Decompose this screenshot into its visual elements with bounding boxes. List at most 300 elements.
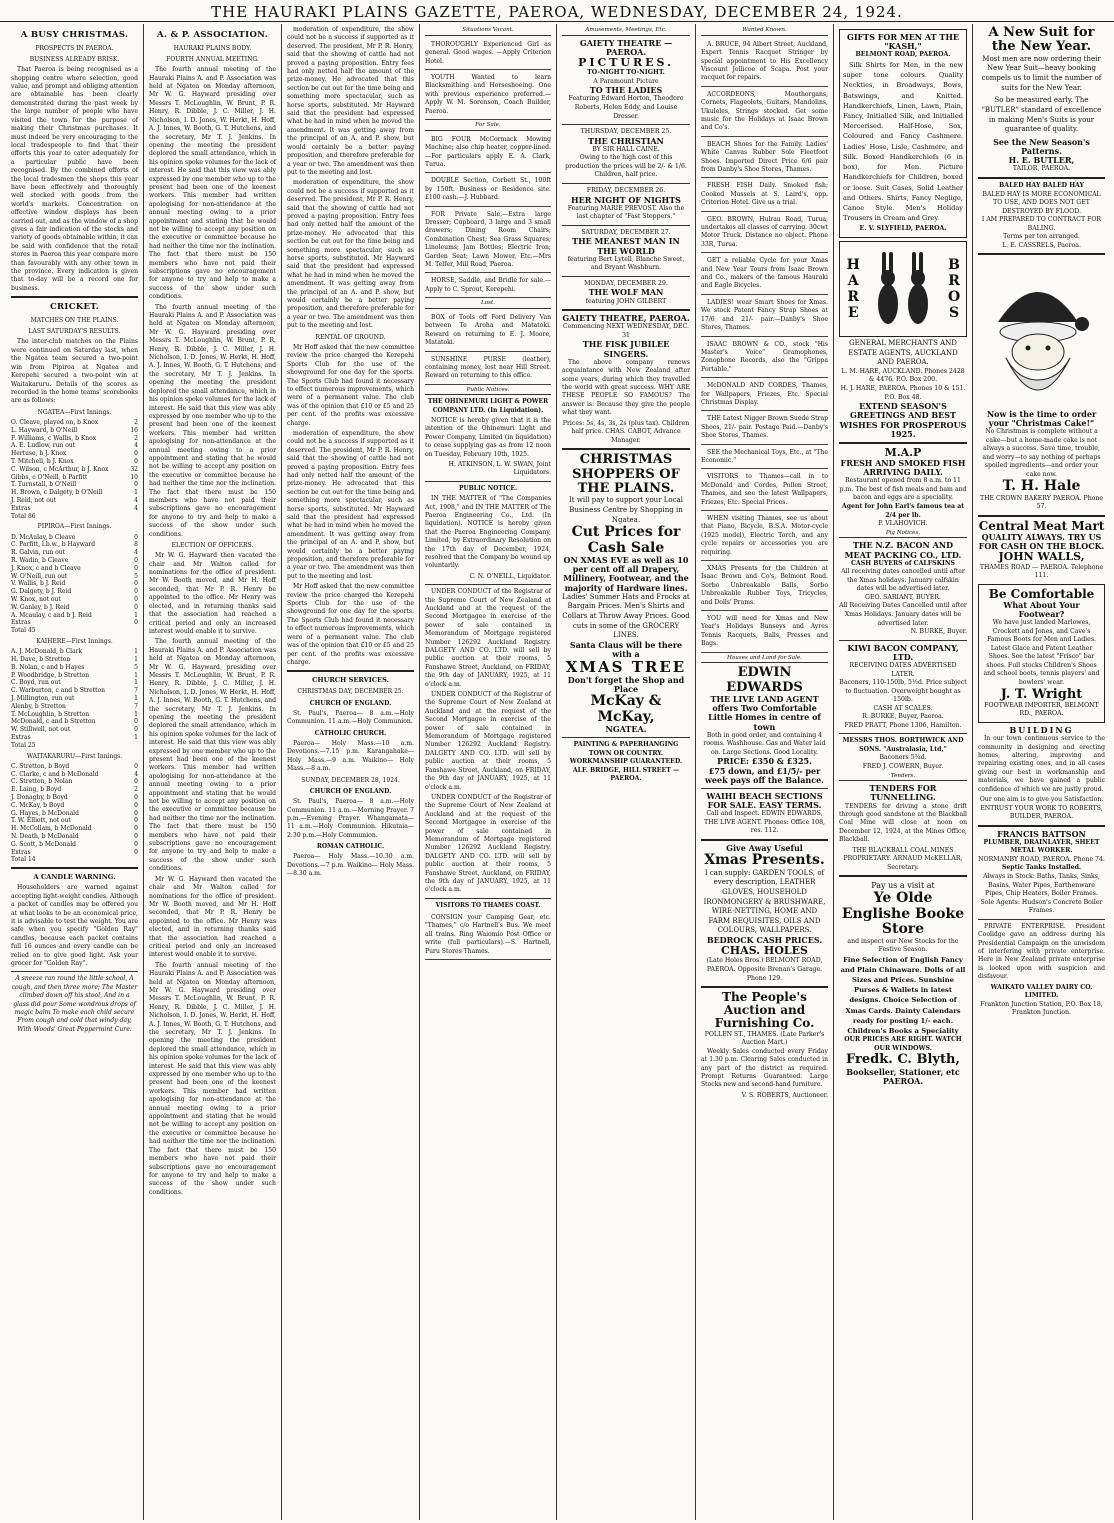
ad-headline: Ye Olde Englishe Booke Store	[841, 890, 965, 938]
rabbit-icon	[868, 246, 938, 332]
verse: A sneeze ran round the little school, A cough, and then three more; The Master climbed down off his stool, And in a glass did pour Some wondrous drops of magic balm To make each child secure From cough and cold that windy day, With Woods' Great Peppermint Cure.	[11, 975, 138, 1033]
classified-ad: HORSE, Saddle, and Bridle for sale.—Apply to C. Sprout, Kerepehi.	[425, 275, 551, 298]
gifts-ad	[839, 29, 967, 238]
batsman: J. Millington, run out	[11, 695, 75, 703]
ad-text: PRIVATE ENTERPRISE. President Coolidge gave an address during his Presidential Campaign on the unwisdom of interfering with private enterprise. Here in New Zealand private enterprise is looked upon with suspicion and disfavour.	[978, 922, 1105, 981]
article-title: A CANDLE WARNING.	[33, 873, 116, 882]
runs: 0	[134, 588, 138, 596]
column-8	[973, 24, 1110, 1520]
batsman: T. Mitchell, b J. Knox	[11, 457, 74, 465]
footwear-ad	[978, 584, 1105, 723]
ad-text: and inspect our New Stocks for the Festive Season.	[847, 937, 959, 954]
score-row	[11, 588, 138, 596]
runs: 0	[134, 450, 138, 458]
ad-headline: J. T. Wright	[1000, 686, 1083, 702]
ad-text: GEO. SARIANT, BUYER.	[865, 593, 941, 601]
film-title: THE MEANEST MAN IN THE WORLD	[572, 236, 680, 256]
article-body: Mr W. G. Hayward then vacated the chair and Mr Walton called for nominations for the office of president. Mr W. Booth moved, and Mr H. Hoff seconded, that Mr P. R. Henry be appointed to the office. Mr Henry was elected, and in returning thanks said that the association had reached a critical period and only an increased interest would enable it to survive.	[149, 552, 276, 635]
classified-ad: DOUBLE Section, Corbett St., 100ft by 150ft. Business or Residence site. £100 cash.—J. Hubbard.	[425, 175, 551, 206]
score-row	[11, 734, 138, 742]
innings-heading: PIPIROA—First Innings.	[37, 523, 112, 531]
church-date: CHRISTMAS DAY, DECEMBER 25.	[297, 688, 404, 696]
section-heading: ELECTION OF OFFICERS.	[171, 542, 254, 549]
notice-signature: H. ATKINSON, L. W. SWAN, Joint Liquidators.	[448, 461, 551, 477]
divider	[978, 253, 1105, 255]
runs: 1	[134, 734, 138, 741]
runs: 4	[134, 442, 138, 450]
notice-body: IN THE MATTER of "The Companies Act, 1908," and IN THE MATTER of The Paeroa Engineering Co., Ltd. (In liquidation). NOTICE is hereby given that the Paeroa Engineering Company, Limited, by Extraordinary Resolution on the 17th day of December, 1924, resolved that the Company be wound up voluntarily.	[425, 495, 551, 570]
film-note: A Paramount Picture	[593, 77, 659, 85]
divider	[978, 825, 1105, 827]
divider	[562, 183, 690, 184]
score-row	[11, 695, 138, 703]
ad-text: FRESH AND SMOKED FISH ARRIVING DAILY.	[840, 457, 966, 478]
ad-text: THE BLACKBALL COAL MINES PROPRIETARY. ARNAUD McKELLAR, Secretary.	[843, 846, 963, 871]
ad-text: Both in good order, and containing 4 rooms. Washhouse. Gas and Water laid on. Large Sections. Good Locality.	[703, 731, 826, 756]
batsman: W. Knox, not out	[11, 595, 61, 603]
article-body: moderation of expenditure, the show could not be a success if supported as it deserved. The president, Mr P. R. Henry, said that the showing of cattle had not proved a paying proposition. Entry fees had only netted half the amount of the prize-money. He advocated that this section be cut out for the time being and something more spectacular, such as horse sports, substituted. Mr Hayward said that the president had expressed what he had in mind when he moved the amendment. It was getting away from the principal of an A. and P. show, but would certainly be a better paying proposition, and therefore preferable for a year or two. The amendment was then put to the meeting and lost.	[287, 26, 414, 176]
runs: 0	[134, 801, 138, 809]
score-row	[11, 718, 138, 726]
article-body: Mr Hoff asked that the new committee review the price charged the Kerepehi Sports Club for the use of the showground for one day for the sports. The Sports Club had found it necessary to effect numerous improvements, which were of a permanent value. The club was of the opinion that £10 or £5 and 25 per cent. of the profits was excessive charge.	[287, 583, 414, 666]
batsman: C. McKay, b Boyd	[11, 801, 65, 809]
batsman: C. Stretton, b Boyd	[11, 762, 70, 770]
runs: 16	[130, 426, 138, 434]
runs: 1	[134, 489, 138, 497]
concert-body: The above company renews acquaintance with New Zealand after some years, during which they travelled the world with great success. WHY ARE THESE PEOPLE SO FAMOUS? The answer is: Because they give the people what they want.	[562, 358, 690, 417]
classified-ad: GET a reliable Cycle for your Xmas and New Year Tours from Isaac Brown and Co., makers of the famous Hauraki and Eagle Bicycles.	[701, 255, 828, 295]
runs: 0	[134, 809, 138, 817]
runs: 7	[134, 687, 138, 695]
notice-title: PUBLIC NOTICE.	[458, 484, 518, 492]
divider	[562, 737, 690, 738]
film-note: Owing to the high cost of this production the prices will be 2/- & 1/6. Children, half price.	[565, 154, 687, 179]
article-title: CRICKET.	[49, 302, 100, 313]
classified-ad: GEO. BROWN, Hulrau Road, Turua, undertakes all classes of carrying. 30cwt Motor Truck. Distance no object. Phone 33R, Turua.	[701, 214, 828, 254]
runs: 1	[134, 710, 138, 718]
ad-headline: CHRISTMAS SHOPPERS OF THE PLAINS.	[572, 452, 680, 496]
classified-ad: CONSIGN your Camping Gear, etc. "Thames," c/o Hartnell's Bus. We meet all trains. Ring Waiomio Post Office or write (full particulars).—S. Hartnell, Puru Stores Thames.	[425, 912, 551, 960]
ad-headline: The People's Auction and Furnishing Co.	[714, 990, 815, 1031]
column-4	[420, 24, 557, 1520]
batsman: J. Donaghy, b Boyd	[11, 794, 68, 802]
ad-text: GENERAL MERCHANTS AND ESTATE AGENTS, AUCKLAND AND PAEROA.	[848, 338, 958, 367]
divider	[11, 296, 138, 298]
ad-headline: Give Away Useful	[726, 842, 803, 853]
ad-text: Agent for John Earl's famous tea at 2/4 per lb.	[841, 502, 965, 519]
score-row	[11, 580, 138, 588]
film-cast: featuring JOHN GILBERT	[585, 297, 667, 305]
runs: 0	[134, 848, 138, 856]
classified-ad: WHEN visiting Thames, see us about that Piano, Bicycle, B.S.A. Motor-cycle (1925 model), Electric Torch, and any cycle repairs or accessories you are requiring.	[701, 513, 828, 561]
ad-text: Baconers, 110-150lb, 5½d. Price subject to fluctuation. Overweight bought as 150lb.	[839, 679, 967, 704]
runs: 2	[134, 786, 138, 794]
score-row	[11, 497, 138, 505]
score-row	[11, 450, 138, 458]
batsman: G. Hayes, b McDonald	[11, 809, 79, 817]
divider	[287, 670, 414, 672]
runs: 7	[134, 702, 138, 710]
ad-text: CASH AT SCALES.	[873, 704, 933, 712]
classified-ad: THOROUGHLY Experienced Girl as general. Good wages. —Apply Criterion Hotel.	[425, 39, 551, 70]
divider	[978, 177, 1105, 179]
ad-text: Most men are now ordering their New Year Suit—heavy booking compels us to limit the number of suits for the New Year.	[981, 54, 1102, 92]
classified-ad: ISAAC BROWN & CO., stock "His Master's Voice" Gramophones, Zonophone Records, also the "Grippa Portable."	[701, 339, 828, 379]
ad-text: Santa Claus will be there with a	[569, 639, 683, 660]
ad-text: (Late Holes Bros.) BELMONT ROAD, PAEROA. Opposite Brenan's Garage. Phone 129.	[706, 957, 823, 982]
runs: 0	[134, 457, 138, 465]
score-row	[11, 596, 138, 604]
ad-text: All receiving dates cancelled until after the Xmas holidays. January calfskin dates will be advertised later.	[841, 568, 965, 593]
ad-headline: KIWI BACON COMPANY, LTD.	[847, 642, 959, 662]
ad-headline: GIFTS FOR MEN AT THE "KASH,"	[846, 32, 960, 52]
score-row	[11, 687, 138, 695]
batsman: J. Knox, c and b Cleave	[11, 564, 81, 572]
score-row	[11, 672, 138, 680]
film-date: SATURDAY, DECEMBER 27.	[581, 228, 671, 236]
church-date: SUNDAY, DECEMBER 28, 1924.	[301, 776, 400, 784]
article-body: The fourth annual meeting of the Hauraki Plains A. and P. Association was held at Ngatea on Monday afternoon, Mr W. G. Hayward presiding over Messrs T. McLoughlin, W. Brunt, P. R. Henry, R. Dibble, J. C. Miller, J. H. Nicholson, I. D. Jones, W. Herkt, H. Hoff, A. J. Innes, W. Booth, G. T. Hutchens, and the secretary, Mr T. J. Jenkins. In opening the meeting the president deplored the small attendance, which in his opinion spoke volumes for the lack of interest. He said that this view was ably expressed by one member who up to the present had been one of the keenest workers. This member had written apologising for non-attendance at the annual meeting owing to a prior appointment and stating that he would not be willing to accept any position on the executive or committee because he had neither the time nor the inclination. The fact that there must be 150 members who have not paid their subscriptions gave no encouragement for anyone to try and help to make a success of the show under such conditions.	[149, 303, 276, 538]
ad-text: FRED PRATT, Phone 1306, Hamilton.	[844, 721, 962, 729]
innings-total: Total 25	[11, 741, 36, 749]
ad-text: NGATEA.	[605, 724, 647, 734]
notice-body: UNDER CONDUCT of the Registrar of the Supreme Court of New Zealand at Auckland and at the request of the Second Mortgagee in exercise of the power of sale contained in Memorandum of Mortgage registered Number 126292 Auckland Registry. DALGETY AND CO. LTD. will sell by public auction at their rooms, 5 Fanshawe Street, Auckland, on FRIDAY, the 9th day of JANUARY, 1925, at 11 o'clock a.m.	[425, 691, 551, 791]
film-date: FRIDAY, DECEMBER 26.	[586, 187, 666, 195]
runs: 4	[134, 504, 138, 512]
ad-text: In our town continuous service to the community in designing and erecting homes, altering, improving and repairing existing ones, and in all cases giving our best in workmanship and materials, we have gained a public confidence of which we are justly proud.	[978, 735, 1105, 793]
divider	[701, 839, 828, 841]
article-subhead: FOURTH ANNUAL MEETING.	[166, 55, 259, 63]
runs: 0	[134, 718, 138, 726]
divider	[562, 225, 690, 226]
film-date: THURSDAY, DECEMBER 25.	[580, 128, 672, 136]
column-5	[557, 24, 696, 1520]
batsman: R. Galvin, run out	[11, 549, 65, 557]
ad-text: MESSRS THOS. BORTHWICK AND SONS. "Australasia, Ltd,"	[842, 737, 964, 753]
ad-headline: Xmas Presents.	[704, 852, 825, 869]
score-row	[11, 656, 138, 664]
page-columns	[6, 24, 1110, 1520]
classified-ad: YOU will need for Xmas and New Year's Holidays Bunseys and Ayres Tennis Racquets, Balls, Presses and Bags.	[701, 613, 828, 653]
ad-text: Always in Stock: Baths, Tanks, Sinks, Basins, Water Pipes, Earthenware Pipes, Chip Heaters, Boiler Frames.	[983, 873, 1100, 898]
runs: 0	[134, 557, 138, 564]
article-body: moderation of expenditure, the show could not be a success if supported as it deserved. The president, Mr P. R. Henry, said that the showing of cattle had not proved a paying proposition. Entry fees had only netted half the amount of the prize-money. He advocated that this section be cut out for the time being and something more spectacular, such as horse sports, substituted. Mr Hayward said that the president had expressed what he had in mind when he moved the amendment. It was getting away from the principal of an A. and P. show, but would certainly be a better paying proposition, and therefore preferable for a year or two. The amendment was then put to the meeting and lost.	[287, 429, 414, 580]
score-row	[11, 648, 138, 656]
article-subhead: BUSINESS ALREADY BRISK.	[29, 55, 120, 63]
score-row	[11, 786, 138, 794]
ad-text: FOOTWEAR IMPORTER, BELMONT RD., PAEROA.	[984, 701, 1099, 718]
classified-heading: Wanted Known.	[701, 27, 828, 36]
divider	[562, 276, 690, 277]
ad-text: POLLEN ST., THAMES. (Late Parker's Auction Mart.)	[704, 1030, 825, 1047]
score-row	[11, 703, 138, 711]
ad-text: ON XMAS EVE as well as 10 per cent off all Drapery, Millinery, Footwear, and the majority of Hardware lines.	[563, 554, 689, 593]
divider	[425, 481, 551, 482]
classified-ad: THE Latest Nigger Brown Suede Strap Shoes, 21/- pair. Postage Paid.—Danby's Shoe Stores, Thames.	[701, 413, 828, 444]
film-title: HER NIGHT OF NIGHTS	[571, 194, 681, 205]
divider	[11, 867, 138, 869]
article-body: The fourth annual meeting of the Hauraki Plains A. and P. Association was held at Ngatea on Monday afternoon, Mr W. G. Hayward presiding over Messrs T. McLoughlin, W. Brunt, P. R. Henry, R. Dibble, J. C. Miller, J. H. Nicholson, I. D. Jones, W. Herkt, H. Hoff, A. J. Innes, W. Booth, G. T. Hutchens, and the secretary, Mr T. J. Jenkins. In opening the meeting the president deplored the small attendance, which in his opinion spoke volumes for the lack of interest. He said that this view was ably expressed by one member who up to the present had been one of the keenest workers. This member had written apologising for non-attendance at the annual meeting owing to a prior appointment and stating that he would not be willing to accept any position on the executive or committee because he had neither the time nor the inclination. The fact that there must be 150 members who have not paid their subscriptions gave no encouragement for anyone to try and help to make a success of the show under such conditions.	[149, 66, 276, 301]
score-row	[11, 481, 138, 489]
ad-headline: BALED HAY BALED HAY	[999, 181, 1084, 189]
ad-text: P. VLAHOVICH.	[878, 520, 928, 528]
ad-text: WAIKATO VALLEY DAIRY CO. LIMITED.	[990, 983, 1093, 1000]
ad-text: BELMONT ROAD, PAEROA.	[855, 51, 951, 59]
article-title: A. & P. ASSOCIATION.	[157, 30, 268, 40]
ad-text: See the New Season's Patterns.	[993, 136, 1090, 157]
batsman: O. Cleave, played on, b Knox	[11, 418, 99, 426]
batsman: C. Warburton, c and b Stretton	[11, 687, 106, 695]
ad-headline: BUILDING	[1009, 724, 1074, 735]
church-times: Paeroa— Holy Mass.—10.30 a.m. Devotions.—7 p.m. Waikino— Holy Mass.—8.30 a.m.	[287, 853, 415, 878]
divider	[839, 640, 967, 641]
ad-text: Call and Inspect. EDWIN EDWARDS, THE LIVE AGENT. Phones: Office 108, res. 112.	[703, 810, 826, 835]
classified-heading: Houses and Land for Sale.	[701, 655, 828, 664]
scorecard	[11, 763, 138, 857]
ad-text: L. E. CASSRELS, Paeroa.	[1002, 241, 1081, 249]
classified-ad: LADIES! wear Smart Shoes for Xmas. We stock Patent Fancy Strap Shoes at 17/6 and 21/- pair.—Danby's Shoe Stores, Thames.	[701, 297, 828, 337]
score-row	[11, 619, 138, 627]
batsman: Extras	[11, 504, 31, 512]
ad-headline: Central Meat Mart	[978, 518, 1105, 533]
article-subtitle: PROSPECTS IN PAEROA.	[35, 44, 114, 52]
ad-text: N. BURKE, Buyer.	[910, 628, 967, 636]
score-row	[11, 534, 138, 542]
score-row	[11, 778, 138, 786]
notice-title: THE OHINEMURI LIGHT & POWER COMPANY LTD. (In Liquidation).	[427, 398, 549, 414]
classified-heading: Situations Vacant.	[425, 27, 551, 36]
film-cast: Featuring MARIE PREVOST. Also the last chapter of "Fast Steppers."	[567, 204, 685, 221]
ad-headline: Be Comfortable	[988, 586, 1095, 601]
ad-headline: CHAS. HOLES	[721, 944, 808, 958]
ad-text: THAMES ROAD — PAEROA. Telephone 111.	[979, 563, 1104, 580]
batsman: A. J. McDonald, b Clark	[11, 648, 83, 656]
runs: 0	[134, 840, 138, 848]
divider	[701, 986, 828, 988]
classified-heading: For Sale.	[425, 122, 551, 131]
ad-headline: JOHN WALLS,	[998, 550, 1085, 564]
column-3	[282, 24, 420, 1520]
score-row	[11, 549, 138, 557]
runs: 0	[134, 825, 138, 833]
runs: 5	[134, 663, 138, 671]
batsman: G. Dalgety, b J. Reid	[11, 588, 72, 596]
ad-text: Silk Shirts for Men, in the new super tone colours. Quality Neckties, in Broadways, Bows, Batswings, and Knitted. Handkerchiefs, Linen, Lawn, Plain, Fancy, Initialled Silk, and Initialled Mercerised. Half-Hose, Sox, Coloured and Fancy Cashmere. Ladies' Hose, Lisle, Cashmere, and Silk. Boxed Handkerchiefs (6 in box), for Men. Picture Handkerchiefs for Children, boxed or loose. Suit Cases, Solid Leather and Others. Shirts, Fancy Neglige, Canoe Style. Men's Holiday Trousers in Cream and Grey.	[843, 60, 963, 223]
article-body: Householders are warned against accepting light-weight candles. Although a packet of candles may be offered you at what looks to be an economical price, it is advisable to test the weight. You are safe when you specify "Golden Ray" candles, because each packet contains full 16 ounces and every candle can be relied on to give good light. Ask your grocer for "Golden Ray".	[11, 884, 138, 967]
score-row	[11, 458, 138, 466]
theatre-name: GAIETY THEATRE — PAEROA.	[579, 37, 673, 57]
score-row	[11, 802, 138, 810]
score-row	[11, 419, 138, 427]
score-row	[11, 435, 138, 443]
runs: 2	[134, 418, 138, 426]
batsman: V. Wallis, b J. Reid	[11, 580, 66, 588]
runs: 0	[134, 595, 138, 603]
divider	[425, 584, 551, 585]
runs: 5	[134, 572, 138, 580]
hare-bros-logo	[839, 241, 967, 337]
divider	[839, 442, 967, 444]
church-times: Paeroa— Holy Mass.—10 a.m. Devotions.—7.15 p.m. Karangahake— Holy Mass.—9 a.m. Waikino— Holy Mass.—8 a.m.	[287, 740, 414, 773]
ad-headline: M.A.P	[884, 445, 922, 459]
ad-text: R. BURKE, Buyer, Paeroa.	[862, 713, 944, 721]
logo-letters: BROS	[946, 256, 963, 321]
innings-total: Total 86	[11, 512, 36, 520]
ad-headline: EDWIN EDWARDS	[726, 665, 803, 695]
score-row	[11, 810, 138, 818]
ad-headline: TENDERS FOR TUNNELLING.	[869, 783, 937, 803]
church-name: CHURCH OF ENGLAND.	[309, 787, 392, 795]
ad-text: Sole Agents: Hudson's Concrete Boiler Frames.	[980, 898, 1103, 915]
runs: 0	[134, 603, 138, 611]
classified-ad: BIG FOUR McCormack Mowing Machine; also chip heater, copper-lined.—For particulars apply E. A. Clark, Turua.	[425, 134, 551, 174]
church-name: CATHOLIC CHURCH.	[314, 729, 387, 737]
score-row	[11, 841, 138, 849]
runs: 10	[130, 473, 138, 481]
runs: 1	[134, 656, 138, 664]
score-row	[11, 711, 138, 719]
ad-text: I AM PREPARED TO CONTRACT FOR BALING.	[981, 216, 1102, 232]
notice-body: UNDER CONDUCT of the Registrar of the Supreme Court of New Zealand at Auckland and at the request of the Second Mortgagee in exercise of the power of sale contained in Memorandum of Mortgage registered Number 126292 Auckland Registry. DALGETY AND CO. LTD. will sell by public auction at their rooms, 5 Fanshawe Street, Auckland, on FRIDAY, the 9th day of JANUARY, 1925, at 11 o'clock a.m.	[425, 793, 551, 894]
classified-ad: ACCORDEONS, Mouthorgans, Cornets, Flageolets, Guitars, Mandolins, Ukuleles, Strings stocked. Get some music for the Holidays at Isaac Brown and Co's.	[701, 89, 828, 137]
runs: 0	[134, 778, 138, 786]
batsman: L. Hayward, b O'Neill	[11, 426, 78, 434]
classified-ad: McDONALD AND CORDES, Thames, for Wallpapers, Friezes, Etc. Special Christmas Display.	[701, 380, 828, 411]
runs: 4	[134, 496, 138, 504]
article-body: The fourth annual meeting of the Hauraki Plains A. and P. Association was held at Ngatea on Monday afternoon, Mr W. G. Hayward presiding over Messrs T. McLoughlin, W. Brunt, P. R. Henry, R. Dibble, J. C. Miller, J. H. Nicholson, I. D. Jones, W. Herkt, H. Hoff, A. J. Innes, W. Booth, G. T. Hutchens, and the secretary, Mr T. J. Jenkins. In opening the meeting the president deplored the small attendance, which in his opinion spoke volumes for the lack of interest. He said that this view was ably expressed by one member who up to the present had been one of the keenest workers. This member had written apologising for non-attendance at the annual meeting owing to a prior appointment and stating that he would not be willing to accept any position on the executive or committee because he had neither the time nor the inclination. The fact that there must be 150 members who have not paid their subscriptions gave no encouragement for anyone to try and help to make a success of the show under such conditions.	[149, 638, 276, 873]
ad-text: Restaurant opened from 8 a.m. to 11 p.m. The best of fish meals and ham and bacon and eggs are a speciality.	[839, 477, 967, 502]
innings-heading: WAITAKARURU—First Innings.	[26, 752, 123, 760]
batsman: H. Dave, b Stretton	[11, 656, 71, 664]
divider	[701, 788, 828, 789]
film-date: MONDAY, DECEMBER 29.	[584, 279, 668, 287]
film-cast: featuring Bert Lytell, Blanche Sweet, and Bryant Washburn.	[567, 255, 685, 272]
concert-title: THE FISK JUBILEE SINGERS.	[582, 339, 670, 359]
church-times: St. Paul's, Paeroa— 8 a.m.—Holy Communion. 11 a.m.—Holy Communion.	[287, 709, 414, 726]
score-row	[11, 794, 138, 802]
batsman: C. Stretton, b Nolan	[11, 778, 73, 786]
batsman: Extras	[11, 848, 31, 856]
runs: 0	[134, 564, 138, 572]
runs: 0	[134, 580, 138, 588]
divider	[839, 733, 967, 734]
score-row	[11, 817, 138, 825]
batsman: B. Nolan, c and b Hayes	[11, 663, 85, 671]
score-row	[11, 466, 138, 474]
batsman: Extras	[11, 734, 31, 741]
batsman: H. Brown, c Dalgety, b O'Neill	[11, 489, 103, 497]
notice-title: VISITORS TO THAMES COAST.	[435, 901, 541, 909]
score-row	[11, 849, 138, 857]
score-row	[11, 825, 138, 833]
film-title: THE CHRISTIAN	[588, 135, 664, 146]
ad-headline: XMAS TREE	[565, 658, 687, 677]
ad-text: FRED J. COWERN, Buyer.	[862, 763, 944, 771]
column-6	[696, 24, 834, 1520]
ad-text: ENTRUST YOUR WORK TO ROBERTS, BUILDER, PAEROA.	[980, 804, 1103, 821]
innings-total: Total 14	[11, 856, 36, 864]
classified-ad: YOUTH Wanted to learn Blacksmithing and Horseshoeing. One with previous experience preferred.—Apply W. M. Sorenson, Coach Builder, Paeroa.	[425, 72, 551, 120]
ad-text: OUR PRICES ARE RIGHT. WATCH OUR WINDOWS.	[844, 1036, 962, 1052]
batsman: C. Boyd, run out	[11, 679, 61, 687]
classified-heading: Public Notices.	[425, 387, 551, 396]
tonight: TO-NIGHT TO-NIGHT.	[587, 69, 665, 77]
runs: 0	[134, 762, 138, 770]
article-title: A BUSY CHRISTMAS.	[20, 30, 129, 40]
ad-text: So be measured early. The "BUTLER" standard of excellence in making Men's Suits is your guarantee of quality.	[981, 96, 1102, 134]
article-body: The fourth annual meeting of the Hauraki Plains A. and P. Association was held at Ngatea on Monday afternoon, Mr W. G. Hayward presiding over Messrs T. McLoughlin, W. Brunt, P. R. Henry, R. Dibble, J. C. Miller, J. H. Nicholson, I. D. Jones, W. Herkt, H. Hoff, A. J. Innes, W. Booth, G. T. Hutchens, and the secretary, Mr T. J. Jenkins. In opening the meeting the president deplored the small attendance, which in his opinion spoke volumes for the lack of interest. He said that this view was ably expressed by one member who up to the present had been one of the keenest workers. This member had written apologising for non-attendance at the annual meeting owing to a prior appointment and stating that he would not be willing to accept any position on the executive or committee because he had neither the time nor the inclination. The fact that there must be 150 members who have not paid their subscriptions gave no encouragement for anyone to try and help to make a success of the show under such conditions.	[149, 961, 276, 1196]
score-row	[11, 771, 138, 779]
notice-body: NOTICE is hereby given that it is the intention of the Ohinemuri Light and Power Company, Limited (in liquidation) to cease supplying gas as from 12 noon on Tuesday, February 10th, 1925.	[425, 417, 551, 458]
score-row	[11, 573, 138, 581]
batsman: Extras	[11, 619, 31, 627]
classified-ad: FRESH FISH Daily. Smoked fish; Cooked Mussels at S. Laird's, opp. Criterion Hotel. Give us a trial.	[701, 180, 828, 211]
divider	[978, 515, 1105, 517]
article-subtitle: MATCHES ON THE PLAINS.	[30, 316, 119, 324]
runs: 8	[134, 541, 138, 549]
classified-heading: Amusements, Meetings, Etc.	[562, 27, 690, 36]
ad-headline: Fredk. C. Blyth,	[846, 1052, 960, 1068]
ad-price: PRICE: £350 & £325.	[717, 756, 812, 767]
column-2	[144, 24, 282, 1520]
notice-body: UNDER CONDUCT of the Registrar of the Supreme Court of New Zealand at Auckland and at the request of the Second Mortgagee in exercise of the power of sale contained in Memorandum of Mortgage registered Number 126292 Auckland Registry. DALGETY AND CO. LTD. will sell by public auction at their rooms, 5 Fanshawe Street, Auckland, on FRIDAY, the 9th day of JANUARY, 1925, at 11 o'clock a.m.	[425, 588, 551, 688]
ad-text: We have just landed Marlowes, Crockett and Jones, and Cave's Famous Boots for Men and Ladies. Latest Glace and Patent Leather Shoes. See the latest "Frisco" bar shoes. Full stocks Children's Shoes and school boots, tennis players' and bowlers' wear.	[983, 619, 1100, 687]
scorecard	[11, 534, 138, 628]
ad-text: E. V. SLYFIELD, PAEROA.	[859, 225, 947, 233]
score-row	[11, 474, 138, 482]
batsman: Alenby, b Stretton	[11, 702, 66, 710]
article-subhead: LAST SATURDAY'S RESULTS.	[28, 328, 121, 336]
ad-text: £75 down, and £1/5/- per week pays off the Balance.	[705, 765, 824, 785]
ad-text: CASH BUYERS of CALFSKINS	[851, 559, 955, 567]
column-1	[6, 24, 144, 1520]
ad-text: Frankton Junction Station, P.O. Box 18, Frankton Junction.	[980, 1000, 1103, 1017]
ad-text: PAINTING & PAPERHANGING TOWN OR COUNTRY. WORKMANSHIP GUARANTEED.	[569, 741, 683, 766]
ad-text: H. J. HARE, PAEROA. Phones 10 & 151. P.O. Box 48.	[840, 385, 966, 401]
runs: 4	[134, 549, 138, 557]
score-row	[11, 489, 138, 497]
film-title: TO THE LADIES	[589, 85, 663, 96]
classified-heading: Tenders.	[839, 773, 967, 782]
pictures-heading: PICTURES.	[578, 56, 674, 70]
divider	[11, 971, 138, 972]
ad-headline: McKay & McKay,	[590, 693, 662, 725]
ad-text: BEDROCK CASH PRICES.	[706, 935, 823, 946]
ad-text: H. E. BUTLER,	[1008, 155, 1075, 166]
runs: 4	[134, 770, 138, 778]
ad-headline: T. H. Hale	[1002, 478, 1081, 495]
ad-text: TAILOR, PAEROA.	[1012, 165, 1071, 173]
ad-text: Terms per ton arranged.	[1003, 233, 1080, 241]
score-row	[11, 604, 138, 612]
batsman: H. McCollam, b McDonald	[11, 825, 92, 833]
ad-text: V. S. ROBERTS, Auctioneer.	[741, 1091, 828, 1099]
batsman: J. Reid, not out	[11, 496, 57, 504]
runs: 0	[134, 619, 138, 627]
batsman: D. McAulay, b Cleave	[11, 533, 76, 541]
score-row	[11, 726, 138, 734]
runs: 1	[134, 695, 138, 703]
ad-text: THE LIVE LAND AGENT	[710, 694, 819, 704]
ad-text: RECEIVING DATES ADVERTISED LATER.	[849, 662, 957, 678]
batsman: T. W. Elliott, not out	[11, 817, 71, 825]
ad-text: ALF. BRIDGE, HILL STREET — PAEROA.	[572, 766, 680, 783]
ad-text: BALED HAY IS MORE ECONOMICAL TO USE, AND DOES NOT GET DESTROYED BY FLOOD.	[982, 190, 1101, 215]
batsman: P. Woodbridge, b Stretton	[11, 671, 90, 679]
ad-text: Pay us a visit at	[871, 881, 935, 891]
batsman: C. Wilson, c McArthur, b J. Knox	[11, 465, 109, 473]
ad-text: TENDERS for driving a stone drift through good sandstone at the Blackball Coal Mine will close at noon on December 12, 1924, at the Mines Office, Blackball.	[839, 802, 967, 844]
